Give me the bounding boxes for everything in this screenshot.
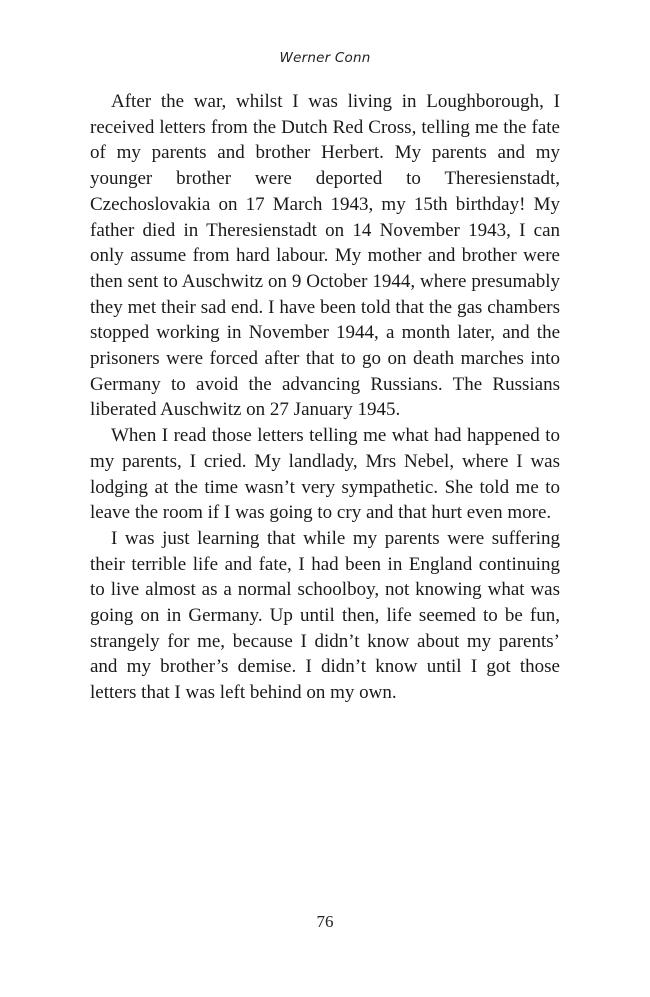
- running-header: Werner Conn: [279, 50, 371, 66]
- paragraph-3: I was just learning that while my parents were suffering their terrible life and fate, I had been in England continuing to live almost as a normal schoolboy, not knowing what was going on in Germany. Up until then, life seemed to be fun, strangely for me, because I didn’t know about my parents’ and my brother’s demise. I didn’t know until I got those letters that I was left behind on my own.: [90, 527, 560, 704]
- paragraph-1: After the war, whilst I was living in Loughborough, I received letters from the Dutch Red Cross, telling me the fate of my parents and brother Herbert. My parents and my younger brother were deported to Theresienstadt, Czechoslovakia on 17 March 1943, my 15th birthday! My father died in Theresienstadt on 14 November 1943, I can only assume from hard labour. My mother and brother were then sent to Auschwitz on 9 October 1944, where presumably they met their sad end. I have been told that the gas chambers stopped working in November 1944, a month later, and the prisoners were forced after that to go on death marches into Germany to avoid the advancing Russians. The Russians liberated Auschwitz on 27 January 1945.: [90, 91, 560, 421]
- body-text: [90, 89, 560, 706]
- page-number: 76: [316, 912, 334, 931]
- paragraph-2: When I read those letters telling me what had happened to my parents, I cried. My landlady, Mrs Nebel, where I was lodging at the time wasn’t very sympathetic. She told me to leave the room if I was going to cry and that hurt even more.: [90, 425, 560, 524]
